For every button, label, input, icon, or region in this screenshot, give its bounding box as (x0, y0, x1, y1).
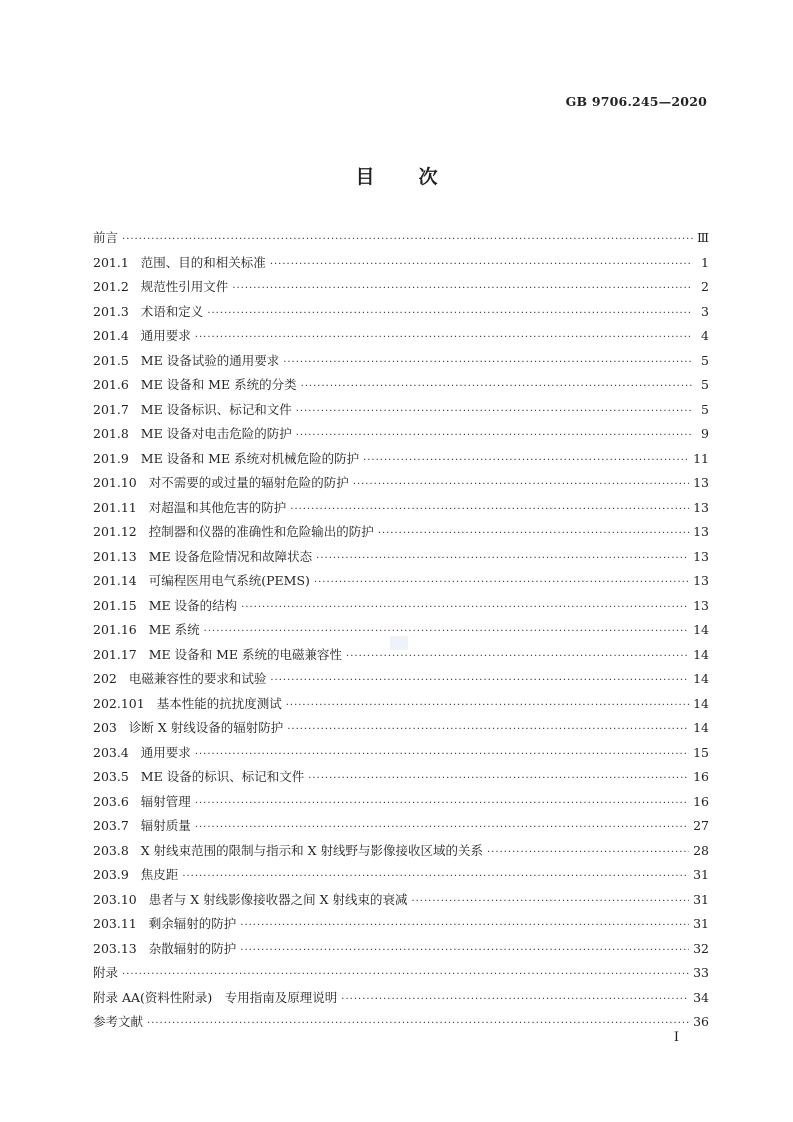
toc-entry-page: 13 (693, 499, 709, 515)
title-char-1: 目 (355, 166, 375, 188)
toc-entry-page: 36 (693, 1014, 709, 1029)
toc-entry-number: 201.1 (93, 254, 129, 270)
toc-dot-leader (195, 792, 689, 817)
toc-entry[interactable] (93, 300, 709, 325)
toc-entry-number: 203.13 (93, 940, 137, 956)
toc-entry[interactable] (93, 471, 709, 496)
toc-entry-page: 13 (693, 597, 709, 613)
title-char-2: 次 (418, 166, 438, 188)
toc-entry-title: 诊断 X 射线设备的辐射防护 (128, 720, 284, 735)
toc-entry-number: 201.16 (93, 622, 137, 637)
toc-dot-leader (195, 816, 689, 841)
toc-entry[interactable] (93, 594, 709, 619)
toc-entry-title: ME 设备标识、标记和文件 (140, 401, 292, 417)
toc-dot-leader (122, 228, 693, 253)
page-number: I (673, 1030, 679, 1045)
toc-entry[interactable] (93, 349, 709, 374)
toc-dot-leader (296, 424, 693, 449)
toc-entry-page: 9 (701, 426, 709, 441)
toc-entry-page: 28 (693, 842, 709, 858)
toc-entry-title: 可编程医用电气系统(PEMS) (148, 573, 310, 588)
toc-entry-page: 32 (693, 940, 709, 956)
toc-entry[interactable] (93, 765, 709, 790)
toc-entry-title: ME 设备和 ME 系统的分类 (140, 377, 297, 392)
toc-entry-number: 201.8 (93, 426, 129, 441)
toc-dot-leader (378, 522, 689, 547)
toc-entry-page: 5 (701, 401, 709, 417)
toc-dot-leader (487, 841, 689, 866)
toc-dot-leader (240, 939, 689, 964)
toc-entry-number: 201.2 (93, 279, 129, 294)
toc-dot-leader (287, 718, 689, 743)
table-of-contents (93, 226, 709, 1035)
toc-entry-page: 34 (693, 989, 709, 1005)
toc-entry-number: 203.4 (93, 744, 129, 760)
toc-dot-leader (341, 988, 689, 1013)
toc-dot-leader (207, 302, 693, 327)
toc-entry-number: 203.8 (93, 842, 129, 858)
toc-entry[interactable] (93, 912, 709, 937)
toc-entry-number: 203.10 (93, 891, 137, 907)
toc-entry[interactable] (93, 667, 709, 692)
toc-entry[interactable] (93, 716, 709, 741)
toc-entry-page: 15 (693, 744, 709, 760)
toc-entry-page: 16 (693, 769, 709, 784)
toc-entry-number: 202.101 (93, 695, 145, 711)
toc-entry-number: 201.15 (93, 597, 137, 613)
toc-entry[interactable] (93, 1010, 709, 1035)
toc-entry-title: 辐射质量 (140, 818, 191, 833)
standard-code: GB 9706.245—2020 (565, 94, 707, 109)
toc-entry[interactable] (93, 986, 709, 1011)
toc-entry-title: 焦皮距 (140, 867, 179, 882)
toc-entry[interactable] (93, 422, 709, 447)
toc-entry-page: 31 (693, 891, 709, 907)
toc-entry-title: X 射线束范围的限制与指示和 X 射线野与影像接收区域的关系 (140, 842, 484, 858)
toc-entry-number: 203.6 (93, 793, 129, 809)
toc-entry-page: 4 (701, 328, 709, 343)
toc-entry-page: 2 (701, 279, 709, 294)
toc-entry-number: 203.11 (93, 916, 137, 931)
toc-entry-page: 1 (701, 254, 709, 270)
toc-entry-title: ME 设备对电击危险的防护 (140, 426, 292, 441)
toc-entry-page: 14 (693, 695, 709, 711)
toc-entry-number: 201.14 (93, 573, 137, 588)
toc-entry-title: 通用要求 (140, 744, 191, 760)
toc-entry-number: 201.5 (93, 352, 129, 368)
toc-entry-title: 辐射管理 (140, 793, 191, 809)
toc-entry[interactable] (93, 814, 709, 839)
toc-entry[interactable] (93, 569, 709, 594)
toc-entry-title: ME 设备的结构 (148, 597, 238, 613)
toc-entry-number: 201.13 (93, 548, 137, 564)
toc-entry[interactable] (93, 373, 709, 398)
toc-entry-number: 201.3 (93, 303, 129, 319)
toc-dot-leader (308, 767, 689, 792)
toc-entry[interactable] (93, 545, 709, 570)
toc-entry-title: 控制器和仪器的准确性和危险输出的防护 (148, 524, 374, 539)
toc-dot-leader (316, 547, 689, 572)
toc-entry-page: 14 (693, 671, 709, 686)
toc-dot-leader (270, 669, 689, 694)
toc-entry[interactable] (93, 275, 709, 300)
toc-entry-page: 13 (693, 475, 709, 490)
toc-dot-leader (314, 571, 689, 596)
toc-entry-page: 14 (693, 720, 709, 735)
toc-entry-title: 附录 (93, 965, 119, 980)
toc-dot-leader (240, 914, 689, 939)
toc-dot-leader (301, 375, 693, 400)
toc-entry[interactable] (93, 741, 709, 766)
toc-entry[interactable] (93, 790, 709, 815)
toc-entry-number: 201.10 (93, 475, 137, 490)
toc-entry-page: 13 (693, 548, 709, 564)
toc-entry[interactable] (93, 692, 709, 717)
page-title (0, 162, 793, 189)
toc-entry-number: 201.12 (93, 524, 137, 539)
toc-entry[interactable] (93, 226, 709, 251)
toc-dot-leader (204, 620, 689, 645)
toc-entry-number: 201.17 (93, 646, 137, 662)
toc-entry-number: 202 (93, 671, 117, 686)
toc-entry-number: 203.5 (93, 769, 129, 784)
toc-dot-leader (195, 326, 693, 351)
toc-entry-page: 13 (693, 573, 709, 588)
toc-entry-page: 14 (693, 622, 709, 637)
toc-entry-page: 31 (693, 867, 709, 882)
toc-entry-number: 203.9 (93, 867, 129, 882)
toc-entry-number: 201.11 (93, 499, 137, 515)
toc-entry-title: 患者与 X 射线影像接收器之间 X 射线束的衰减 (148, 891, 408, 907)
toc-entry-number: 203.7 (93, 818, 129, 833)
toc-dot-leader (290, 498, 689, 523)
toc-entry[interactable] (93, 251, 709, 276)
toc-entry-page: 13 (693, 524, 709, 539)
toc-dot-leader (182, 865, 689, 890)
watermark-stamp (390, 636, 408, 650)
toc-entry-title: 对超温和其他危害的防护 (148, 499, 287, 515)
toc-entry-page: Ⅲ (696, 230, 709, 245)
toc-entry-title: ME 设备危险情况和故障状态 (148, 548, 313, 564)
toc-entry-page: 14 (693, 646, 709, 662)
toc-entry-title: ME 系统 (148, 622, 200, 637)
toc-entry-title: ME 设备和 ME 系统对机械危险的防护 (140, 450, 360, 466)
toc-entry-page: 11 (693, 450, 709, 466)
toc-dot-leader (283, 351, 693, 376)
toc-entry[interactable] (93, 447, 709, 472)
toc-entry[interactable] (93, 520, 709, 545)
toc-entry-title: 规范性引用文件 (140, 279, 229, 294)
toc-entry-title: 前言 (93, 230, 119, 245)
toc-entry[interactable] (93, 937, 709, 962)
toc-entry-page: 31 (693, 916, 709, 931)
toc-entry[interactable] (93, 496, 709, 521)
toc-entry-title: 通用要求 (140, 328, 191, 343)
toc-entry-page: 16 (693, 793, 709, 809)
toc-entry-title: 基本性能的抗扰度测试 (156, 695, 282, 711)
toc-entry-title: 对不需要的或过量的辐射危险的防护 (148, 475, 349, 490)
toc-entry-number: 201.6 (93, 377, 129, 392)
toc-entry[interactable] (93, 888, 709, 913)
toc-dot-leader (241, 596, 689, 621)
toc-entry-number: 201.4 (93, 328, 129, 343)
toc-entry-title: 杂散辐射的防护 (148, 940, 237, 956)
toc-dot-leader (270, 253, 693, 278)
toc-entry[interactable] (93, 324, 709, 349)
toc-dot-leader (232, 277, 693, 302)
toc-dot-leader (195, 743, 689, 768)
toc-entry-number: 201.7 (93, 401, 129, 417)
toc-entry-title: 参考文献 (93, 1014, 144, 1029)
toc-entry-title: 剩余辐射的防护 (148, 916, 237, 931)
toc-entry[interactable] (93, 398, 709, 423)
toc-entry[interactable] (93, 863, 709, 888)
toc-entry-title: ME 设备和 ME 系统的电磁兼容性 (148, 646, 343, 662)
toc-entry-page: 5 (701, 377, 709, 392)
toc-entry-page: 27 (693, 818, 709, 833)
toc-entry[interactable] (93, 961, 709, 986)
toc-dot-leader (296, 400, 693, 425)
toc-entry-title: 电磁兼容性的要求和试验 (128, 671, 267, 686)
toc-entry-title: 范围、目的和相关标准 (140, 254, 266, 270)
toc-entry-number: 201.9 (93, 450, 129, 466)
toc-dot-leader (353, 473, 689, 498)
toc-entry-number: 203 (93, 720, 117, 735)
toc-dot-leader (363, 449, 689, 474)
toc-entry-title: 术语和定义 (140, 303, 204, 319)
toc-entry-title: 附录 AA(资料性附录) 专用指南及原理说明 (93, 989, 338, 1005)
toc-entry-page: 33 (693, 965, 709, 980)
toc-dot-leader (122, 963, 689, 988)
toc-entry-page: 3 (701, 303, 709, 319)
toc-entry-title: ME 设备试验的通用要求 (140, 352, 280, 368)
toc-entry-title: ME 设备的标识、标记和文件 (140, 769, 305, 784)
toc-dot-leader (286, 694, 689, 719)
toc-dot-leader (147, 1012, 689, 1037)
toc-entry[interactable] (93, 839, 709, 864)
toc-dot-leader (411, 890, 689, 915)
toc-entry-page: 5 (701, 352, 709, 368)
